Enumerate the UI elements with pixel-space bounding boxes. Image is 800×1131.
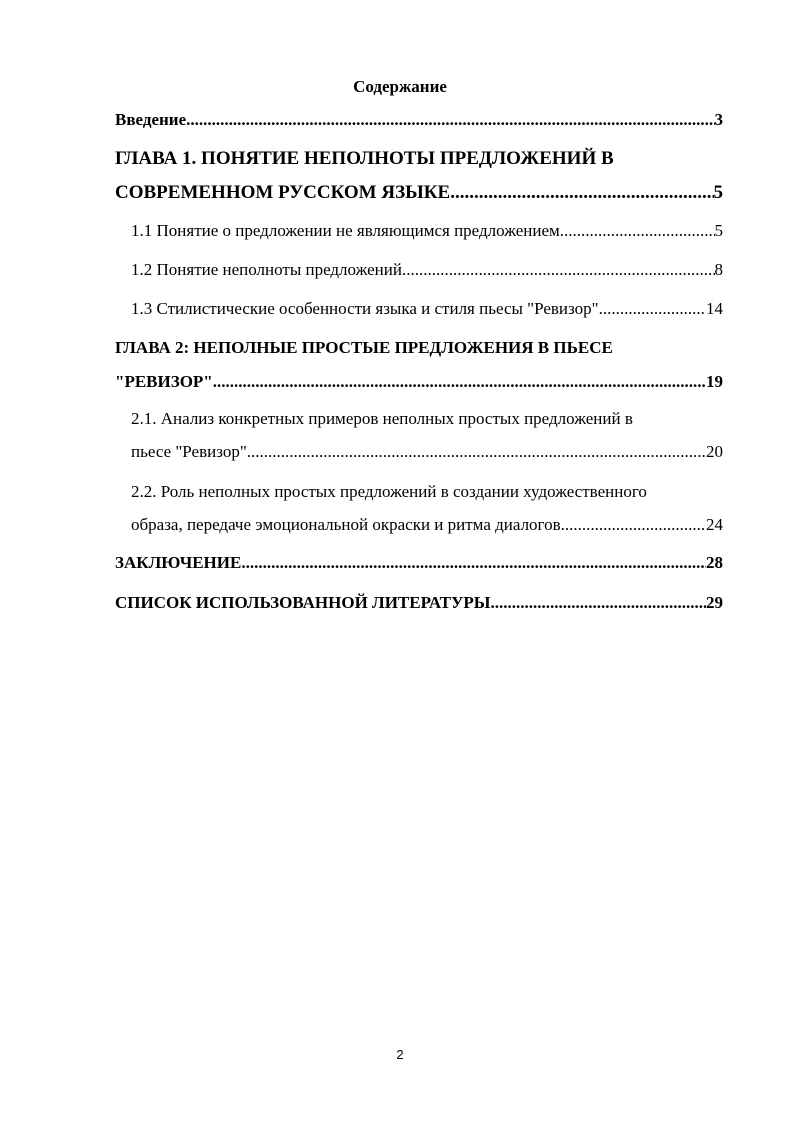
toc-leader-dots — [213, 370, 706, 394]
toc-leader-dots — [450, 181, 713, 205]
toc-entry-page: 28 — [706, 553, 723, 572]
toc-entry-title-line-2: СОВРЕМЕННОМ РУССКОМ ЯЗЫКЕ — [115, 182, 451, 203]
toc-entry-title-line-2: образа, передаче эмоциональной окраски и ритма диалогов — [131, 515, 561, 534]
toc-entry-title-line-2: пьесе "Ревизор" — [131, 442, 247, 461]
toc-entry-title-line-1: 2.2. Роль неполных простых предложений в создании художественного — [131, 482, 647, 501]
toc-entry-title-line-1: 2.1. Анализ конкретных примеров неполных простых предложений в — [131, 409, 633, 428]
page-number: 2 — [396, 1047, 404, 1062]
toc-entry-title: 1.2 Понятие неполноты предложений — [131, 260, 402, 279]
toc-title: Содержание — [353, 77, 447, 96]
toc-entry-title-line-1: ГЛАВА 1. ПОНЯТИЕ НЕПОЛНОТЫ ПРЕДЛОЖЕНИЙ В — [115, 148, 614, 169]
toc-entry-page: 19 — [706, 372, 723, 391]
toc-leader-dots — [491, 591, 707, 615]
toc-entry-page: 5 — [713, 182, 723, 203]
toc-entry-title: СПИСОК ИСПОЛЬЗОВАННОЙ ЛИТЕРАТУРЫ — [115, 593, 491, 612]
toc-leader-dots — [186, 108, 714, 132]
toc-entry-page: 3 — [714, 110, 723, 129]
toc-leader-dots — [561, 513, 706, 537]
toc-entry-page: 24 — [706, 515, 723, 534]
toc-entry-title: 1.1 Понятие о предложении не являющимся предложением — [131, 221, 560, 240]
toc-leader-dots — [599, 297, 706, 321]
toc-entry-title: ЗАКЛЮЧЕНИЕ — [115, 553, 242, 572]
toc-leader-dots — [402, 258, 715, 282]
toc-entry-title-line-2: "РЕВИЗОР" — [115, 372, 213, 391]
toc-leader-dots — [241, 551, 706, 575]
toc-entry-page: 14 — [706, 299, 723, 318]
toc-entry-title-line-1: ГЛАВА 2: НЕПОЛНЫЕ ПРОСТЫЕ ПРЕДЛОЖЕНИЯ В ПЬЕСЕ — [115, 338, 613, 357]
toc-entry-title: 1.3 Стилистические особенности языка и стиля пьесы "Ревизор" — [131, 299, 599, 318]
toc-entry-page: 5 — [714, 221, 723, 240]
toc-entry-page: 20 — [706, 442, 723, 461]
toc-entry-page: 8 — [714, 260, 723, 279]
toc-leader-dots — [247, 440, 706, 464]
toc-entry-page: 29 — [706, 593, 723, 612]
toc-entry-title: Введение — [115, 110, 187, 129]
toc-leader-dots — [560, 219, 715, 243]
